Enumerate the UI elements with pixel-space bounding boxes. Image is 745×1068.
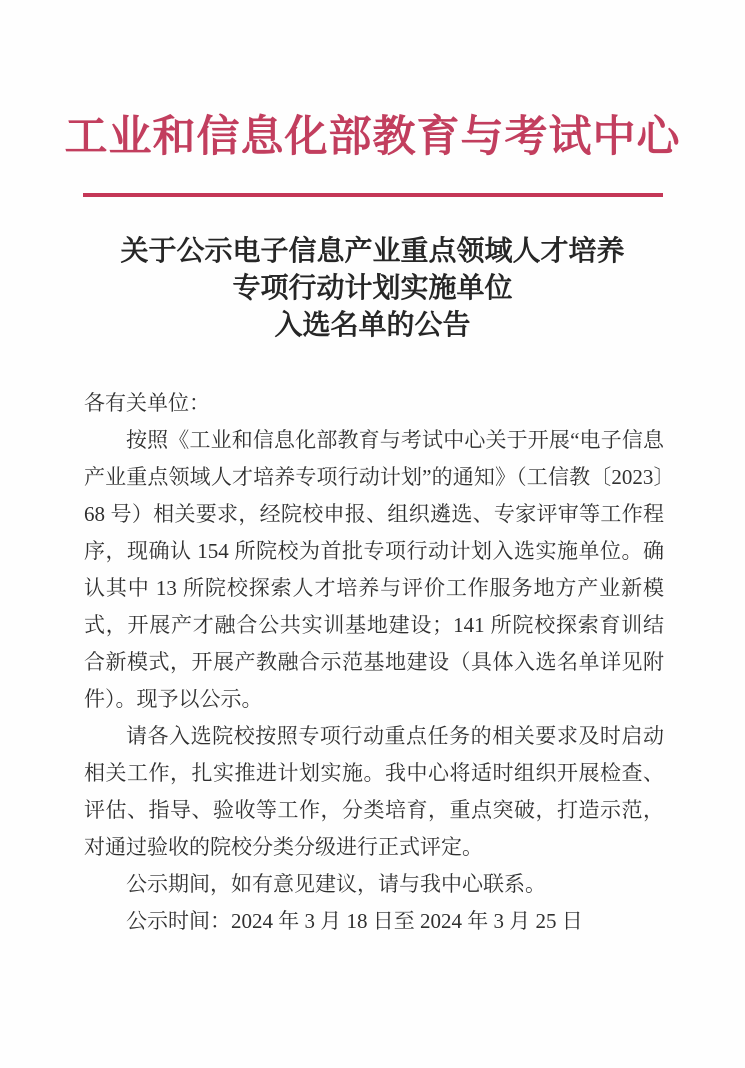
document-title-line-3: 入选名单的公告 [274, 310, 471, 341]
document-title [40, 233, 705, 344]
paragraph-selection-result: 按照《工业和信息化部教育与考试中心关于开展“电子信息产业重点领域人才培养专项行动计划”的通知》（工信教〔2023〕68 号）相关要求，经院校申报、组织遴选、专家评审等工作程序，现确认 154 所院校为首批专项行动计划入选实施单位。确认其中 13 所院校探索人才培养与评价工作服务地方产业新模式，开展产才融合公共实训基地建设；141 所院校探索育训结合新模式，开展产教融合示范基地建设（具体入选名单详见附件）。现予以公示。 [84, 428, 664, 711]
document-title-line-1: 关于公示电子信息产业重点领域人才培养 [120, 236, 625, 267]
letterhead-divider-line [83, 193, 663, 197]
paragraph-requirements: 请各入选院校按照专项行动重点任务的相关要求及时启动相关工作，扎实推进计划实施。我中心将适时组织开展检查、评估、指导、验收等工作，分类培育，重点突破，打造示范，对通过验收的院校分类分级进行正式评定。 [84, 724, 664, 859]
document-body [84, 385, 664, 940]
salutation-line: 各有关单位： [84, 391, 210, 415]
paragraph-feedback-contact: 公示期间，如有意见建议，请与我中心联系。 [126, 872, 546, 896]
document-title-line-2: 专项行动计划实施单位 [232, 273, 513, 304]
letterhead-org-title: 工业和信息化部教育与考试中心 [64, 114, 681, 161]
paragraph-publicity-period: 公示时间：2024 年 3 月 18 日至 2024 年 3 月 25 日 [126, 909, 583, 933]
